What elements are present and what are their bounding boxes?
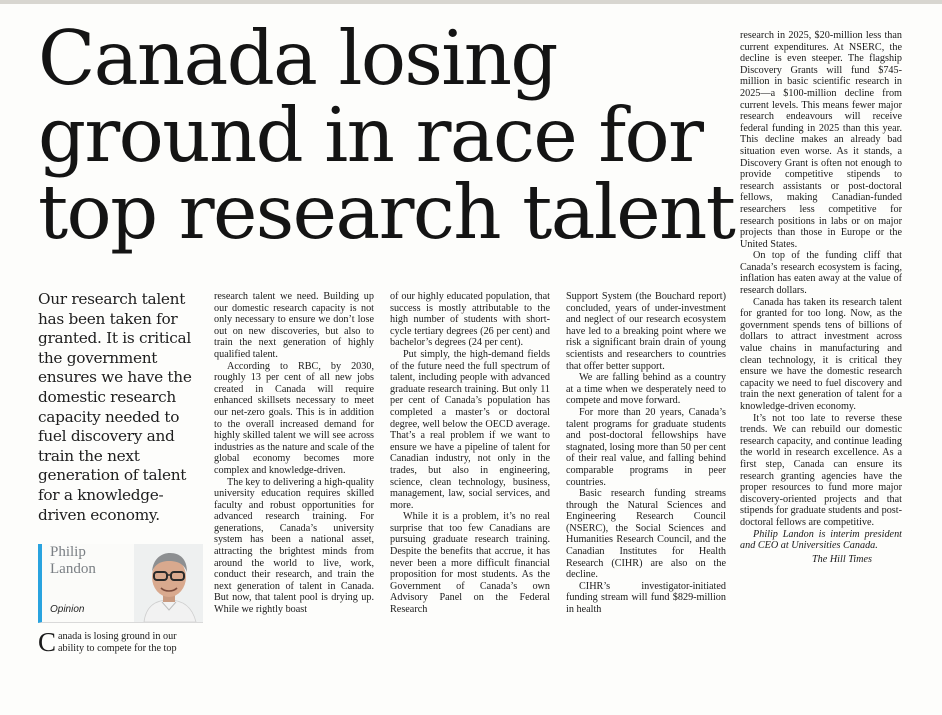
paragraph: Put simply, the high-demand fields of the future need the full spectrum of talent, including people with advanced graduate research training. But only 11 per cent of Canada’s population has completed a master’s or doctoral degree, well below the OECD average. That’s a real problem if we want to ensure we have a pipeline of talent for Canadian industry, not only in the trades, but also in engineering, science, clean technology, business, management, law, social services, and more. — [390, 348, 550, 511]
paragraph: We are falling behind as a country at a time when we desperately need to compete and move forward. — [566, 372, 726, 407]
author-signature: Philip Landon is interim president and CEO at Universities Canada. — [740, 528, 902, 552]
paragraph: It’s not too late to reverse these trends. We can rebuild our domestic research capacity, and continue leading the world in research excellence. As a first step, Canada can ensure its research granting agencies have the proper resources to fund more major discovery-oriented projects and that stipends for graduate students and post-doctoral fellows are competitive. — [740, 412, 902, 528]
publication-source: The Hill Times — [811, 553, 872, 565]
drop-cap: C — [38, 627, 57, 657]
headline: Canada losing ground in race for top research talent — [38, 14, 735, 256]
paragraph: Support System (the Bouchard report) concluded, years of under-investment and neglect of our research ecosystem have led to a breaking point where we risk a significant brain drain of young scientists and researchers to countries that offer better support. — [566, 291, 726, 372]
paragraph: Basic research funding streams through the Natural Sciences and Engineering Research Council (NSERC), the Social Sciences and Humanities Research Council, and the Canadian Institutes for Health Research (CIHR) are also on the decline. — [566, 488, 726, 581]
paragraph: research talent we need. Building up our domestic research capacity is not only necessary to ensure we don’t lose out on new discoveries, but also to train the next generation of highly qualified talent. — [214, 291, 374, 360]
paragraph: Canada has taken its research talent for granted for too long. Now, as the government spends tens of billions of dollars to attract investment across value chains in manufacturing and clean technology, it is critical they ensure we have the domestic research capacity we need to fuel discovery and train the next generation of talent for a knowledge-driven economy. — [740, 296, 902, 412]
paragraph: While it is a problem, it’s no real surprise that too few Canadians are pursuing graduate research training. Despite the benefits that accrue, it has never been a more difficult financial proposition for most students. As the Government of Canada’s own Advisory Panel on the Federal Research — [390, 511, 550, 616]
section-label: Opinion — [50, 604, 85, 615]
paragraph: of our highly educated population, that success is mostly attributable to the high number of students with short-cycle tertiary degrees (26 per cent) and bachelor’s degrees (24 per cent). — [390, 291, 550, 349]
byline-box — [38, 544, 203, 623]
paragraph: CIHR’s investigator-initiated funding stream will fund $829-million in health — [566, 580, 726, 616]
body-column-3 — [390, 291, 550, 661]
paragraph: According to RBC, by 2030, roughly 13 per cent of all new jobs created in Canada will require enhanced skillsets necessary to meet our net-zero goals. This is in addition to the overall increased demand for highly skilled talent we will see across industries as the nature and scale of the global economy becomes more complex and knowledge-driven. — [214, 360, 374, 476]
author-name: Philip Landon — [50, 544, 96, 577]
body-column-4 — [566, 291, 726, 661]
deck-summary: Our research talent has been taken for granted. It is critical the government ensures we have the domestic research capacity needed to fuel discovery and train the next generation of talent for a knowledge-driven economy. — [38, 290, 192, 524]
lead-paragraph — [38, 627, 198, 657]
paragraph: The key to delivering a high-quality university education requires skilled faculty and robust opportunities for advanced research training. For generations, Canada’s university system has been a national asset, attracting the brightest minds from around the world to live, work, conduct their research, and train the next generation of talent in Canada. But now, that talent pool is drying up. While we rightly boast — [214, 476, 374, 616]
body-column-2 — [214, 291, 374, 661]
paragraph: For more than 20 years, Canada’s talent programs for graduate students and post-doctoral fellowships have stagnated, losing more than 50 per cent of their real value, and falling behind comparable programs in peer countries. — [566, 406, 726, 488]
author-photo-icon — [134, 544, 203, 622]
paragraph: research in 2025, $20-million less than current expenditures. At NSERC, the decline is even steeper. The flagship Discovery Grants will fund $745-million in basic scientific research in 2025—a $100-million decline from current levels. This means fewer major research endeavours will receive federal funding in 2025 than this year. This decline makes an already bad situation even worse. As it stands, a Discovery Grant is often not enough to provide competitive stipends to research assistants or post-doctoral fellows, making Canadian-funded researchers less competitive for research positions in labs or on major projects than those in Europe or the United States. — [740, 30, 902, 250]
paragraph: On top of the funding cliff that Canada’s research ecosystem is facing, inflation has eaten away at the value of research dollars. — [740, 250, 902, 297]
page-top-strip — [0, 0, 942, 4]
lead-text: anada is losing ground in our ability to compete for the top — [58, 631, 177, 654]
body-column-5 — [740, 30, 902, 660]
